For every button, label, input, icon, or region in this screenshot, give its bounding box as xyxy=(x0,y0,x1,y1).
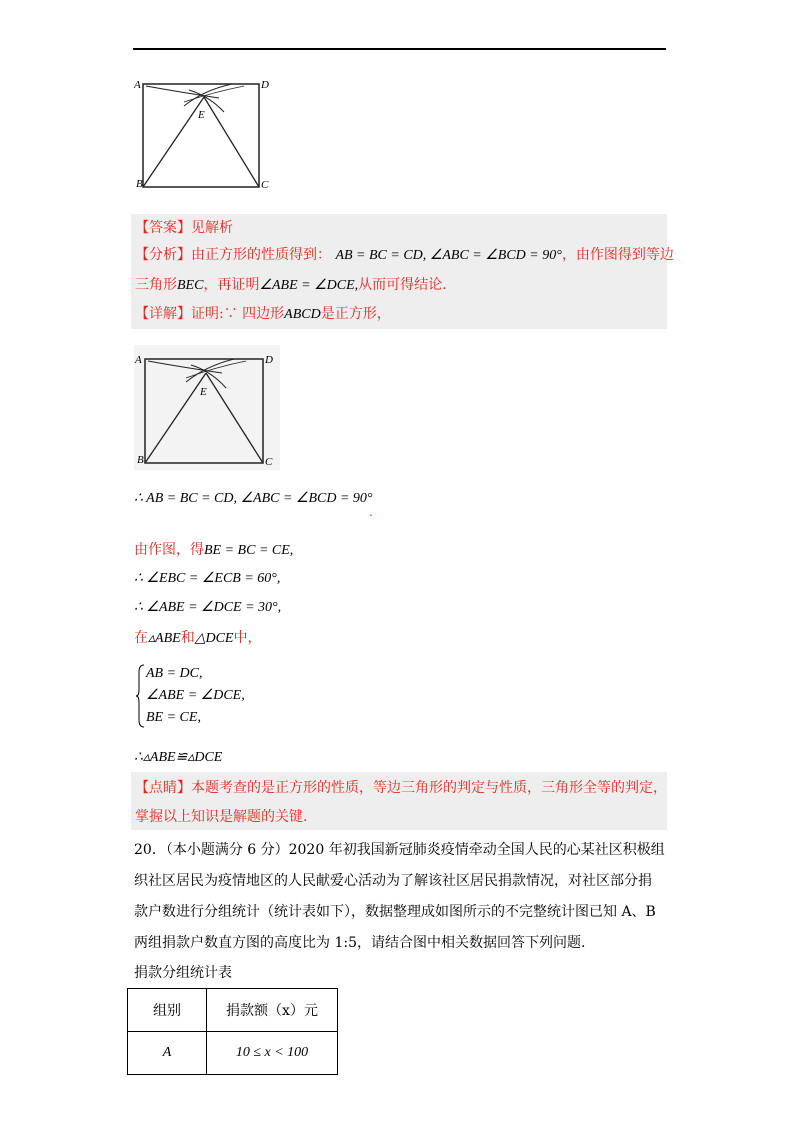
table-header-group: 组别 xyxy=(128,989,207,1032)
analysis-line-1 xyxy=(135,245,674,266)
label-c-2: C xyxy=(265,456,273,468)
comment-tag: 【点睛】 xyxy=(135,780,191,796)
comment-line-1 xyxy=(135,778,667,798)
label-b: B xyxy=(136,178,143,190)
proof-step5-and: 和 xyxy=(180,630,195,646)
q20-line-1: 20．（本小题满分 6 分）2020 年初我国新冠肺炎疫情牵动全国人民的心某社区积极组 xyxy=(134,842,665,858)
proof-step-2 xyxy=(134,540,293,561)
square-figure-2 xyxy=(134,345,280,470)
table-row xyxy=(128,1032,338,1075)
proof-step-3: ∴ ∠EBC = ∠ECB = 60°, xyxy=(134,571,281,586)
detail-end: 是正方形， xyxy=(320,306,391,322)
system-eq-3: BE = CE, xyxy=(146,710,201,725)
proof-step5-end: 中， xyxy=(233,630,262,646)
proof-step2-math: BE = BC = CE, xyxy=(204,543,294,558)
answer-text: 见解析 xyxy=(191,220,233,236)
analysis-math-1: AB = BC = CD, ∠ABC = ∠BCD = 90° xyxy=(335,248,562,263)
answer-block xyxy=(131,214,674,329)
label-a-2: A xyxy=(135,354,142,366)
system-brace xyxy=(136,664,146,728)
label-e-2: E xyxy=(200,386,207,398)
proof-dot: . xyxy=(369,505,373,519)
detail-tag: 【详解】 xyxy=(135,306,191,322)
analysis-mid: ，由作图得到等边 xyxy=(561,247,674,263)
comment-block xyxy=(131,772,667,830)
proof-conclusion: ∴▵ABE≌▵DCE xyxy=(134,750,223,765)
table-cell-amount: 10 ≤ x < 100 xyxy=(207,1032,338,1075)
detail-math: ABCD xyxy=(284,307,321,322)
label-c: C xyxy=(261,179,269,191)
analysis-line2-prefix: 三角形 xyxy=(135,277,177,293)
table-cell-group: A xyxy=(128,1032,207,1075)
label-e: E xyxy=(198,109,205,121)
comment-text-1: 本题考查的是正方形的性质，等边三角形的判定与性质，三角形全等的判定， xyxy=(191,780,667,796)
proof-step-1: ∴ AB = BC = CD, ∠ABC = ∠BCD = 90° xyxy=(134,491,373,506)
table-header-row xyxy=(128,989,338,1032)
q20-line-2: 织社区居民为疫情地区的人民献爱心活动为了解该社区居民捐款情况，对社区部分捐 xyxy=(134,873,652,889)
label-a: A xyxy=(134,79,141,91)
analysis-math-3: ∠ABE = ∠DCE, xyxy=(259,278,359,293)
system-eq-2: ∠ABE = ∠DCE, xyxy=(146,688,245,703)
proof-step5-tri1: ▵ABE xyxy=(148,631,181,646)
proof-step2-prefix: 由作图，得 xyxy=(134,542,204,558)
table-header-amount: 捐款额（x）元 xyxy=(207,989,338,1032)
proof-step-4: ∴ ∠ABE = ∠DCE = 30°, xyxy=(134,600,282,615)
detail-lead: 证明:∵ 四边形 xyxy=(191,306,285,322)
donation-table xyxy=(127,988,338,1075)
table-title: 捐款分组统计表 xyxy=(134,965,232,981)
system-eq-1: AB = DC, xyxy=(146,666,203,681)
analysis-math-2: BEC xyxy=(177,278,204,293)
q20-line-3: 款户数进行分组统计（统计表如下），数据整理成如图所示的不完整统计图已知 A、B xyxy=(134,904,656,920)
proof-step-5 xyxy=(134,628,261,649)
detail-line xyxy=(135,304,391,325)
proof-step5-prefix: 在 xyxy=(134,630,148,646)
q20-line-4: 两组捐款户数直方图的高度比为 1:5，请结合图中相关数据回答下列问题. xyxy=(134,935,586,951)
analysis-tag: 【分析】 xyxy=(135,247,191,263)
header-rule xyxy=(133,48,666,50)
label-d: D xyxy=(261,79,269,91)
analysis-lead: 由正方形的性质得到： xyxy=(191,247,331,263)
comment-text-2: 掌握以上知识是解题的关键. xyxy=(135,809,308,825)
square-figure-1 xyxy=(134,72,274,194)
proof-step5-tri2: △DCE xyxy=(194,631,234,646)
analysis-line2-mid: ，再证明 xyxy=(203,277,260,293)
analysis-line-2 xyxy=(135,275,447,296)
answer-tag: 【答案】 xyxy=(135,220,191,236)
label-b-2: B xyxy=(137,454,144,466)
label-d-2: D xyxy=(265,354,273,366)
answer-line xyxy=(135,218,233,238)
analysis-line2-end: 从而可得结论. xyxy=(358,277,447,293)
